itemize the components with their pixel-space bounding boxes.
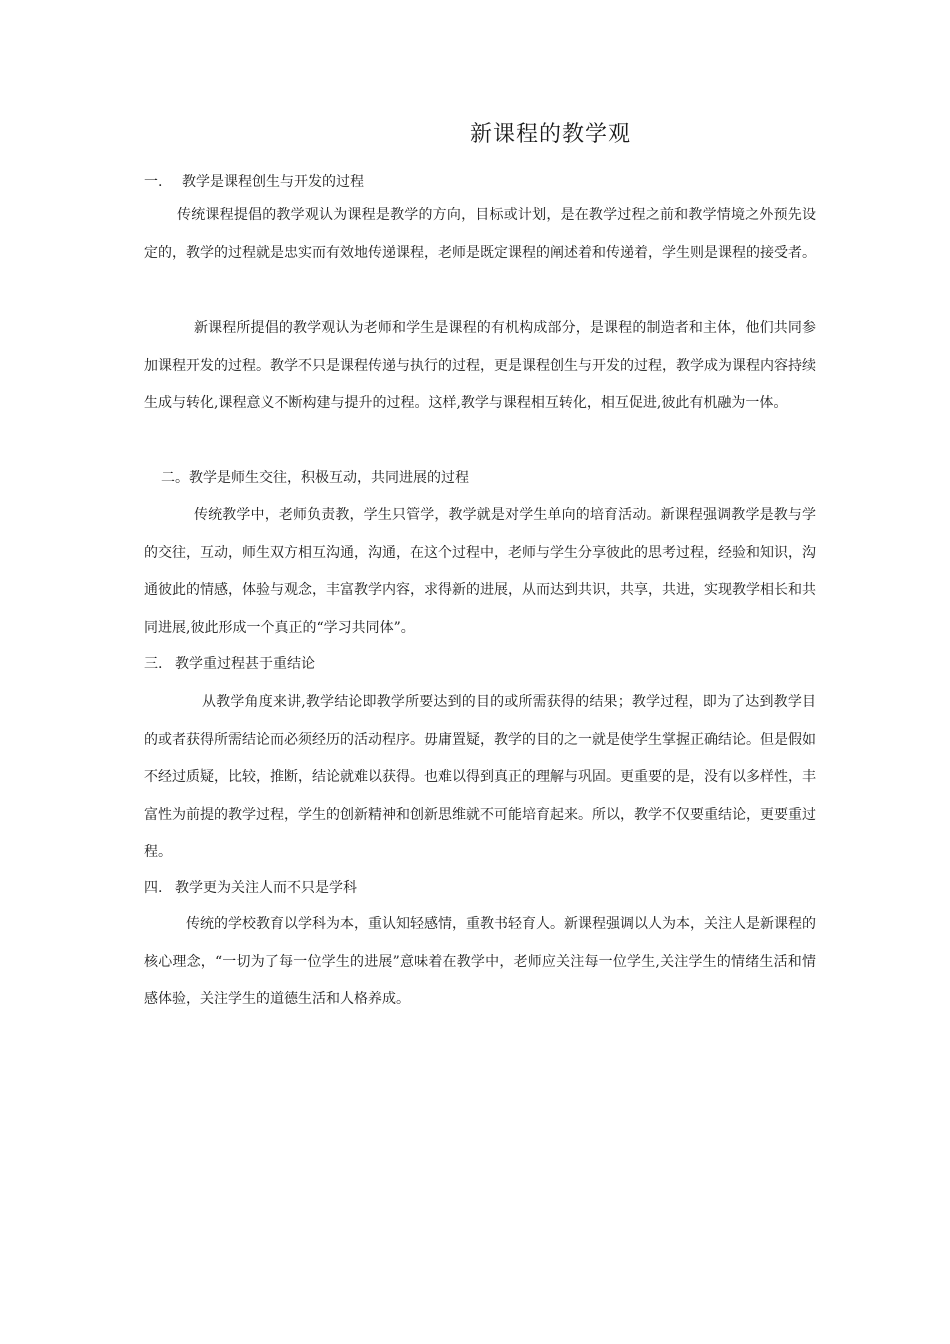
section-title: 教学是课程创生与开发的过程 bbox=[182, 174, 364, 190]
section-number: 三. bbox=[144, 656, 163, 672]
section-title: 教学更为关注人而不只是学科 bbox=[175, 880, 357, 896]
section-number: 一. bbox=[144, 174, 163, 190]
section-title: 教学重过程甚于重结论 bbox=[175, 656, 315, 672]
paragraph: 新课程所提倡的教学观认为老师和学生是课程的有机构成部分，是课程的制造者和主体，他们共同参加课程开发的过程。教学不只是课程传递与执行的过程，更是课程创生与开发的过程，教学成为课程内容持续生成与转化,课程意义不断构建与提升的过程。这样,教学与课程相互转化，相互促进,彼此有机融为一体。 bbox=[144, 320, 816, 411]
section-heading-4 bbox=[144, 878, 357, 898]
paragraph: 传统教学中，老师负责教，学生只管学，教学就是对学生单向的培育活动。新课程强调教学是教与学的交往，互动，师生双方相互沟通，沟通，在这个过程中，老师与学生分享彼此的思考过程，经验和知识，沟通彼此的情感，体验与观念，丰富教学内容，求得新的进展，从而达到共识，共享，共进，实现教学相长和共同进展,彼此形成一个真正的“学习共同体”。 bbox=[144, 507, 816, 636]
section-heading-3 bbox=[144, 654, 315, 674]
section-number: 二。 bbox=[161, 470, 189, 486]
section-heading-1 bbox=[144, 172, 364, 192]
paragraph: 传统的学校教育以学科为本，重认知轻感情，重教书轻育人。新课程强调以人为本，关注人是新课程的核心理念，“一切为了每一位学生的进展”意味着在教学中，老师应关注每一位学生,关注学生的情绪生活和情感体验，关注学生的道德生活和人格养成。 bbox=[144, 916, 816, 1007]
section-number: 四. bbox=[144, 880, 163, 896]
section-heading-2 bbox=[161, 468, 469, 488]
paragraph: 从教学角度来讲,教学结论即教学所要达到的目的或所需获得的结果；教学过程，即为了达到教学目的或者获得所需结论而必须经历的活动程序。毋庸置疑，教学的目的之一就是使学生掌握正确结论。但是假如不经过质疑，比较，推断，结论就难以获得。也难以得到真正的理解与巩固。更重要的是，没有以多样性，丰富性为前提的教学过程，学生的创新精神和创新思维就不可能培育起来。所以，教学不仅要重结论，更要重过程。 bbox=[144, 694, 816, 860]
section-title: 教学是师生交往，积极互动，共同进展的过程 bbox=[189, 470, 469, 486]
paragraph: 传统课程提倡的教学观认为课程是教学的方向，目标或计划，是在教学过程之前和教学情境之外预先设定的，教学的过程就是忠实而有效地传递课程，老师是既定课程的阐述着和传递着，学生则是课程的接受者。 bbox=[144, 207, 816, 261]
document-title: 新课程的教学观 bbox=[470, 122, 632, 147]
